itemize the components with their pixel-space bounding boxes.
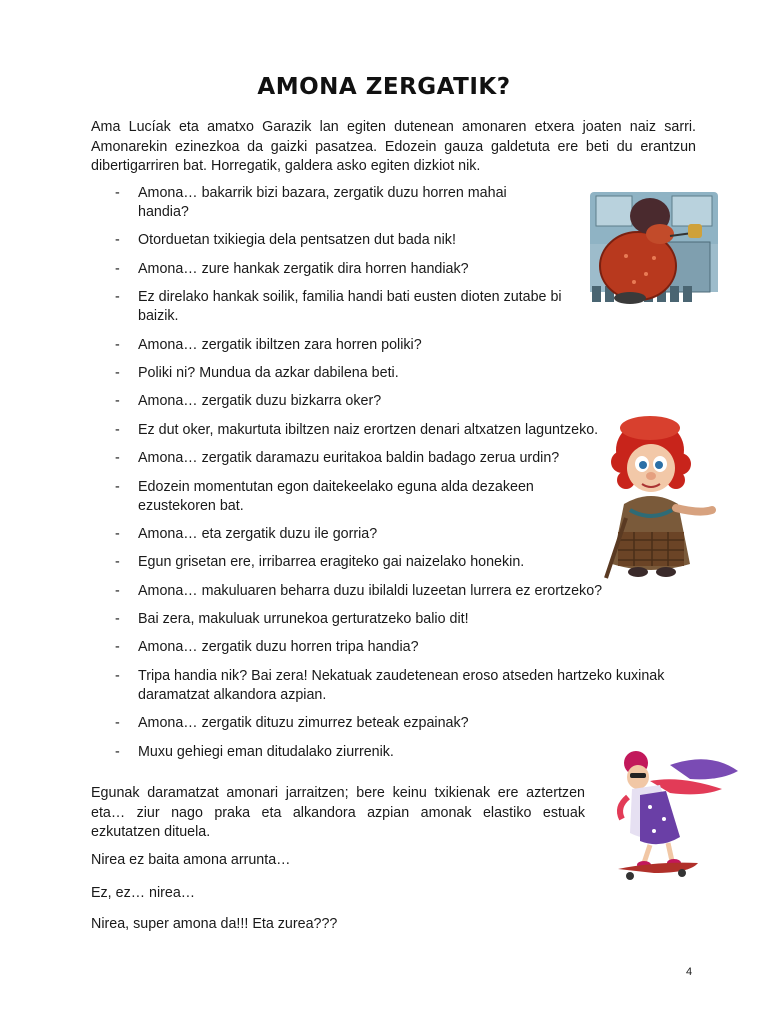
dialogue-line: - Bai zera, makuluak urrunekoa gerturatzeko balio dit! bbox=[115, 611, 469, 628]
intro-paragraph: Ama Lucíak eta amatxo Garazik lan egiten dutenean amonaren etxera joaten naiz sarri. Amonarekin ezinezkoa da gaizki pasatzea. Edozein gauza galdetuta ere beti du erantzun dibertigarriren bat. Horregatik, galdera asko egiten dizkiot nik. bbox=[91, 119, 696, 174]
dash-marker: - bbox=[115, 743, 120, 760]
dialogue-line: - Amona… zergatik duzu horren tripa handia? bbox=[115, 639, 419, 656]
dash-marker: - bbox=[115, 554, 120, 571]
dash-marker: - bbox=[115, 582, 120, 599]
dash-marker: - bbox=[115, 478, 120, 495]
grandma-skateboard-illustration bbox=[610, 745, 745, 883]
dash-marker: - bbox=[115, 232, 120, 249]
dash-marker: - bbox=[115, 667, 120, 684]
dialogue-line: - Amona… zergatik dituzu zimurrez beteak ezpainak? bbox=[115, 715, 469, 732]
dash-marker: - bbox=[115, 393, 120, 410]
dialogue-line: - Poliki ni? Mundua da azkar dabilena beti. bbox=[115, 364, 399, 381]
dash-marker: - bbox=[115, 639, 120, 656]
dash-marker: - bbox=[115, 364, 120, 381]
dash-marker: - bbox=[115, 336, 120, 353]
dash-marker: - bbox=[115, 185, 120, 201]
closing-line: Ez, ez… nirea… bbox=[91, 885, 196, 901]
dialogue-line: - Egun grisetan ere, irribarrea eragiteko gai naizelako honekin. bbox=[115, 554, 525, 571]
dash-marker: - bbox=[115, 450, 120, 467]
dialogue-line: - Tripa handia nik? Bai zera! Nekatuak zaudetenean eroso atseden hartzeko kuxinak daramatzat alkandora azpian. bbox=[115, 667, 665, 703]
dialogue-line: - Amona… zergatik duzu bizkarra oker? bbox=[115, 393, 382, 410]
outro-paragraph: Egunak daramatzat amonari jarraitzen; bere keinu txikienak ere aztertzen eta… ziur nago praka eta alkandora azpian amonak elastiko estuak ezkutatzen dituela. bbox=[91, 785, 585, 840]
closing-line: Nirea ez baita amona arrunta… bbox=[91, 852, 291, 868]
dash-marker: - bbox=[115, 421, 120, 438]
dialogue-line: - Otorduetan txikiegia dela pentsatzen dut bada nik! bbox=[115, 232, 456, 249]
dialogue-line: - Amona… zure hankak zergatik dira horren handiak? bbox=[115, 260, 469, 277]
dialogue-line: - Ez direlako hankak soilik, familia handi bati eusten dioten zutabe bi baizik. bbox=[115, 289, 562, 325]
dialogue-line: - Amona… makuluaren beharra duzu ibilaldi luzeetan lurrera ez erortzeko? bbox=[115, 582, 603, 599]
dash-marker: - bbox=[115, 611, 120, 628]
grandma-cooking-illustration bbox=[588, 186, 720, 308]
dialogue-line: - Amona… zergatik daramazu euritakoa baldin badago zerua urdin? bbox=[115, 450, 560, 467]
dash-marker: - bbox=[115, 715, 120, 732]
dash-marker: - bbox=[115, 289, 120, 306]
dialogue-line: - Ez dut oker, makurtuta ibiltzen naiz erortzen denari altxatzen laguntzeko. bbox=[115, 421, 599, 438]
dialogue-line: - Amona… zergatik ibiltzen zara horren poliki? bbox=[115, 336, 422, 353]
dialogue-line: - Edozein momentutan egon daitekeelako eguna alda dezakeen ezustekoren bat. bbox=[115, 478, 534, 514]
page-title: AMONA ZERGATIK? bbox=[257, 74, 511, 100]
grandma-cane-illustration bbox=[604, 414, 724, 582]
dialogue-line: - Amona… eta zergatik duzu ile gorria? bbox=[115, 525, 378, 542]
dash-marker: - bbox=[115, 260, 120, 277]
dialogue-line: - Muxu gehiegi eman ditudalako ziurrenik. bbox=[115, 743, 394, 760]
dash-marker: - bbox=[115, 525, 120, 542]
closing-line: Nirea, super amona da!!! Eta zurea??? bbox=[91, 916, 338, 932]
page-number: 4 bbox=[686, 966, 693, 978]
dialogue-line: - Amona… bakarrik bizi bazara, zergatik duzu horren mahai handia? bbox=[115, 185, 507, 220]
